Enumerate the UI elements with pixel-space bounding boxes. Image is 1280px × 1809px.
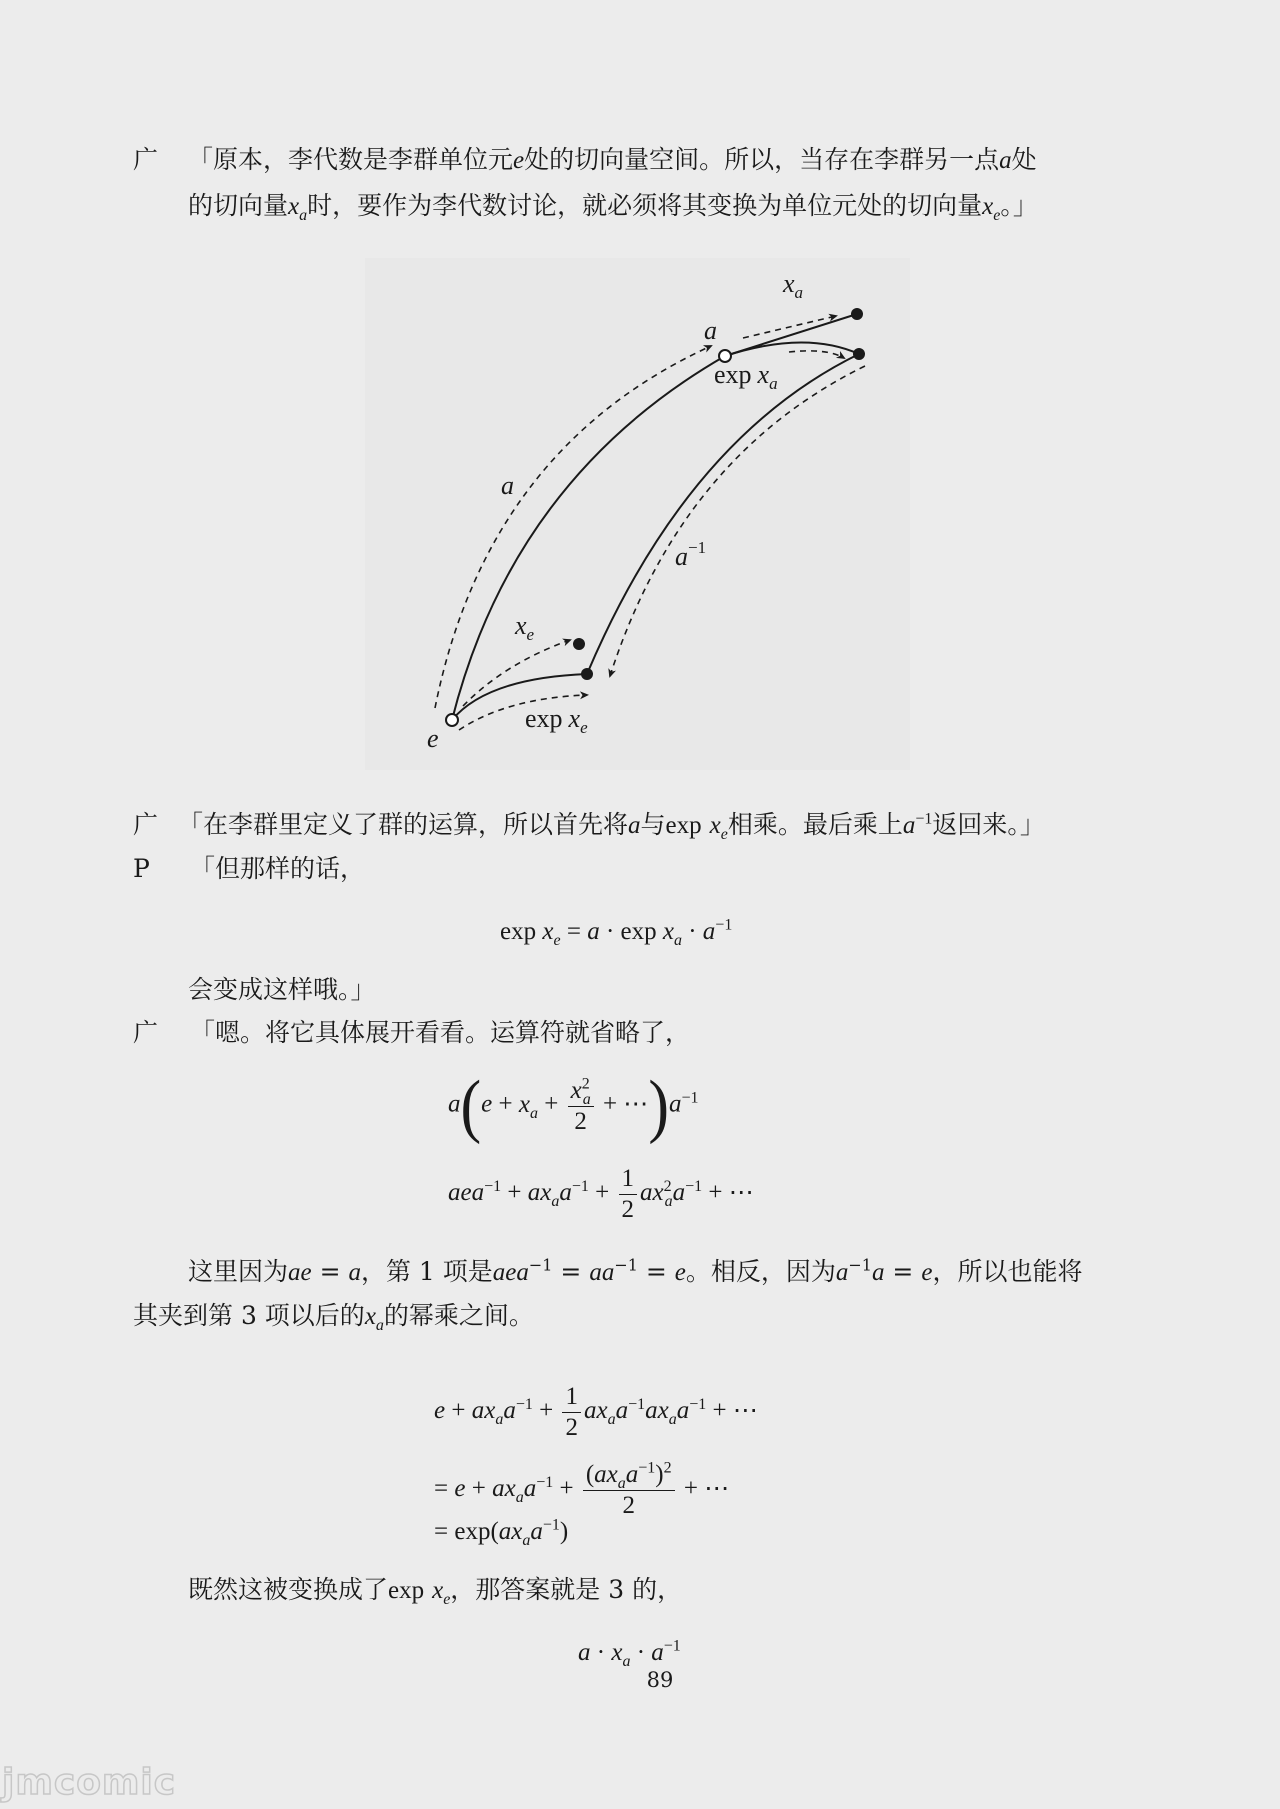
para5-line: 「嗯。将它具体展开看看。运算符就省略了， xyxy=(190,1018,691,1047)
equation-expansion-2: $aea^{-1} + ax_aa^{-1}$ + $\frac{1}{2}$ $ax^2_aa^{-1}$ + ⋯ xyxy=(448,1165,754,1223)
equation-exp-xe: $\exp x_e = a \cdot \exp x_a \cdot a^{-1}$ xyxy=(500,916,733,949)
equation-derivation-1: $e + ax_aa^{-1}$ + $\frac{1}{2}$ $ax_aa^{-1}ax_aa^{-1}$ + ⋯ xyxy=(434,1383,758,1441)
para1-line1: 「原本，李代数是李群单位元e处的切向量空间。所以，当存在李群另一点a处 xyxy=(188,145,1037,174)
point-e xyxy=(446,714,458,726)
speaker-guang-1: 广 xyxy=(133,145,159,174)
para3-line: 「但那样的话， xyxy=(190,854,366,883)
dashed-arrow-exp-xa xyxy=(789,351,844,358)
equation-derivation-3: = $\exp(ax_aa^{-1})$ xyxy=(434,1516,569,1549)
speaker-p: P xyxy=(133,854,150,883)
curve-e-to-a xyxy=(452,356,725,720)
curve-exp-xa-to-bottom xyxy=(587,354,859,674)
lie-group-diagram xyxy=(365,258,910,770)
label-xe: $x_e$ xyxy=(515,611,535,644)
label-e: e xyxy=(427,724,439,753)
label-xa: $x_a$ xyxy=(783,269,804,302)
dashed-curve-ainv xyxy=(610,366,865,676)
curve-a-to-exp-xa xyxy=(725,342,859,356)
para4-line: 会变成这样哦。」 xyxy=(188,975,376,1004)
para2-line: 「在李群里定义了群的运算，所以首先将a与$\exp x_e$相乘。最后乘上$a^{-1}$返回来。」 xyxy=(178,810,1045,843)
watermark-logo: jmcomic xyxy=(2,1762,177,1803)
para1-line2: 的切向量$x_a$时，要作为李代数讨论，就必须将其变换为单位元处的切向量$x_e$。」 xyxy=(188,191,1038,224)
label-a-mid: a xyxy=(501,471,514,500)
label-exp-xa: $\exp x_a$ xyxy=(714,360,778,393)
para7-line: 既然这被变换成了$\exp x_e$，那答案就是 3 的， xyxy=(188,1575,683,1608)
point-exp-xe xyxy=(581,668,593,680)
label-a-inverse: $a^{-1}$ xyxy=(675,538,707,571)
point-xe-tip xyxy=(573,638,585,650)
label-a-top: a xyxy=(704,316,717,345)
point-xa-tip xyxy=(851,308,863,320)
equation-expansion-1: $a(e + x_a$ + $\frac{x^2_a}{2}$ + $\cdots)a^{-1}$ xyxy=(448,1066,699,1146)
dashed-arrow-xe xyxy=(463,640,570,706)
equation-answer: $a \cdot x_a \cdot a^{-1}$ xyxy=(578,1637,681,1670)
equation-derivation-2: = $e + ax_aa^{-1}$ + $\frac{(ax_aa^{-1})^2}{2}$ + ⋯ xyxy=(434,1459,730,1519)
speaker-guang-2: 广 xyxy=(133,810,159,839)
dashed-curve-a xyxy=(435,346,711,708)
point-exp-xa xyxy=(853,348,865,360)
para6-line2: 其夹到第 3 项以后的$x_a$的幂乘之间。 xyxy=(133,1301,534,1334)
para6-line1: 这里因为ae = a，第 1 项是$aea^{-1} = aa^{-1} = e$。相反，因为$a^{-1}a = e$，所以也能将 xyxy=(188,1255,1083,1286)
speaker-guang-3: 广 xyxy=(133,1018,159,1047)
label-exp-xe: $\exp x_e$ xyxy=(525,704,588,737)
page-number: 89 xyxy=(646,1668,674,1692)
